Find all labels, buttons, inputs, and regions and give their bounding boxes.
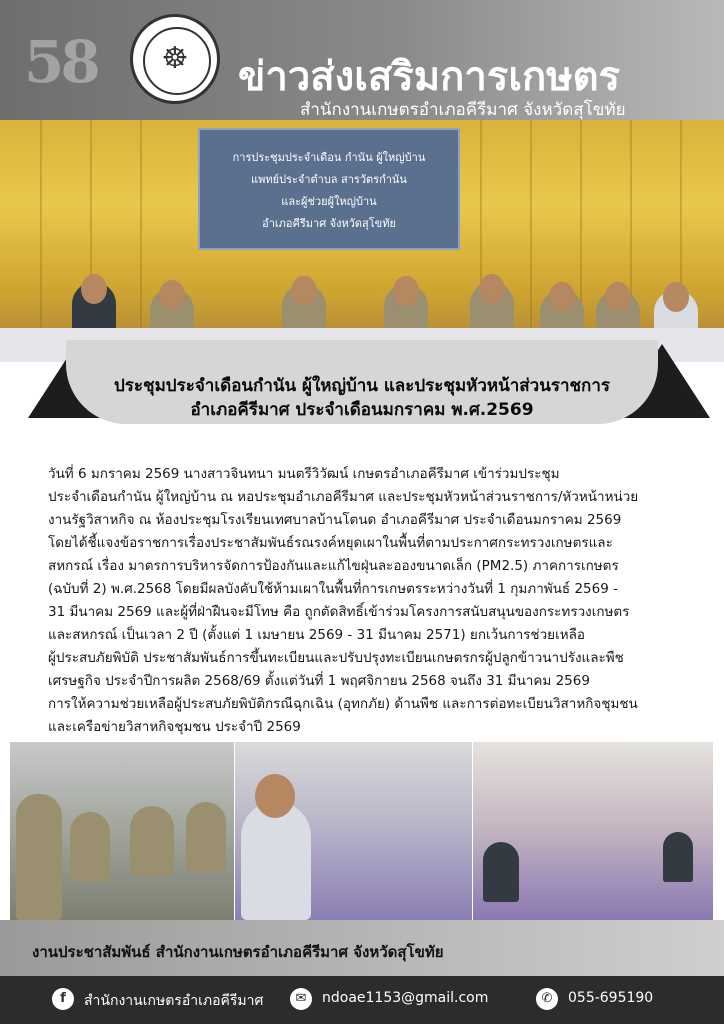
person — [663, 832, 693, 882]
photo-town-hall-meeting — [10, 742, 234, 920]
body-line: โดยได้ชี้แจงข้อราชการเรื่องประชาสัมพันธ์รณรงค์หยุดเผาในพื้นที่ตามประกาศกระทรวงเกษตรและ — [48, 535, 613, 551]
head — [291, 276, 317, 306]
body-line: ผู้ประสบภัยพิบัติ ประชาสัมพันธ์การขึ้นทะเบียนและปรับปรุงทะเบียนเกษตรกรผู้ปลูกข้าวนาปรังและพืช — [48, 650, 624, 666]
phone-icon: ✆ — [536, 988, 558, 1010]
head — [663, 282, 689, 312]
person — [186, 802, 226, 872]
head — [81, 274, 107, 304]
head — [549, 282, 575, 312]
banner-line: แพทย์ประจำตำบล สารวัตรกำนัน — [251, 173, 407, 186]
seal-icon: ☸ — [161, 41, 189, 76]
head — [393, 276, 419, 306]
photo-conference-room — [473, 742, 713, 920]
person — [483, 842, 519, 902]
headline-line-1: ประชุมประจำเดือนกำนัน ผู้ใหญ่บ้าน และประชุมหัวหน้าส่วนราชการ — [113, 376, 611, 396]
page-subtitle: สำนักงานเกษตรอำเภอคีรีมาศ จังหวัดสุโขทัย — [300, 100, 626, 120]
email-link[interactable]: ndoae1153@gmail.com — [322, 990, 489, 1006]
facebook-page-link[interactable]: สำนักงานเกษตรอำเภอคีรีมาศ — [84, 993, 264, 1009]
person — [130, 806, 174, 876]
page-title: ข่าวส่งเสริมการเกษตร — [238, 54, 621, 100]
head — [479, 274, 505, 304]
person — [241, 802, 311, 920]
body-line: การให้ความช่วยเหลือผู้ประสบภัยพิบัติกรณีฉุกเฉิน (อุทกภัย) ด้านพืช และการต่อทะเบียนวิสาหกิจชุมชน — [48, 696, 638, 712]
head — [605, 282, 631, 312]
body-line: สหกรณ์ เรื่อง มาตรการบริหารจัดการป้องกันและแก้ไขฝุ่นละอองขนาดเล็ก (PM2.5) ภาคการเกษตร — [48, 558, 619, 574]
headline-line-2: อำเภอคีรีมาศ ประจำเดือนมกราคม พ.ศ.2569 — [190, 400, 534, 420]
main-meeting-photo — [0, 120, 724, 362]
head — [255, 774, 295, 818]
person — [70, 812, 110, 882]
body-line: 31 มีนาคม 2569 และผู้ที่ฝ่าฝืนจะมีโทษ คือ ถูกตัดสิทธิ์เข้าร่วมโครงการสนับสนุนของกระทรวงเกษตร — [48, 604, 630, 620]
body-line: และสหกรณ์ เป็นเวลา 2 ปี (ตั้งแต่ 1 เมษายน 2569 - 31 มีนาคม 2571) ยกเว้นการช่วยเหลือ — [48, 627, 585, 643]
body-line: และเครือข่ายวิสาหกิจชุมชน ประจำปี 2569 — [48, 719, 301, 735]
footer-label: งานประชาสัมพันธ์ สำนักงานเกษตรอำเภอคีรีมาศ จังหวัดสุโขทัย — [32, 943, 444, 961]
photo-speaker-at-table — [235, 742, 472, 920]
body-line: งานรัฐวิสาหกิจ ณ ห้องประชุมโรงเรียนเทศบาลบ้านโตนด อำเภอคีรีมาศ ประจำเดือนมกราคม 2569 — [48, 512, 622, 528]
body-line: (ฉบับที่ 2) พ.ศ.2568 โดยมีผลบังคับใช้ห้ามเผาในพื้นที่การเกษตรระหว่างวันที่ 1 กุมภาพันธ์ 2569 - — [48, 581, 618, 597]
banner-line: และผู้ช่วยผู้ใหญ่บ้าน — [281, 195, 377, 208]
anniversary-number: 58 — [24, 28, 97, 96]
email-icon: ✉ — [290, 988, 312, 1010]
person — [16, 794, 62, 920]
banner-line: การประชุมประจำเดือน กำนัน ผู้ใหญ่บ้าน — [232, 151, 426, 164]
phone-link[interactable]: 055-695190 — [568, 990, 654, 1006]
facebook-icon: f — [52, 988, 74, 1010]
department-seal-logo — [130, 14, 220, 104]
body-line: เศรษฐกิจ ประจำปีการผลิต 2568/69 ตั้งแต่วันที่ 1 พฤศจิกายน 2568 จนถึง 31 มีนาคม 2569 — [48, 673, 590, 689]
meeting-banner — [198, 128, 460, 250]
head — [159, 280, 185, 310]
body-line: ประจำเดือนกำนัน ผู้ใหญ่บ้าน ณ หอประชุมอำเภอคีรีมาศ และประชุมหัวหน้าส่วนราชการ/หัวหน้าหน่วย — [48, 489, 639, 505]
body-line: วันที่ 6 มกราคม 2569 นางสาวจินทนา มนตรีวิวัฒน์ เกษตรอำเภอคีรีมาศ เข้าร่วมประชุม — [48, 466, 560, 482]
banner-line: อำเภอคีรีมาศ จังหวัดสุโขทัย — [262, 217, 396, 230]
